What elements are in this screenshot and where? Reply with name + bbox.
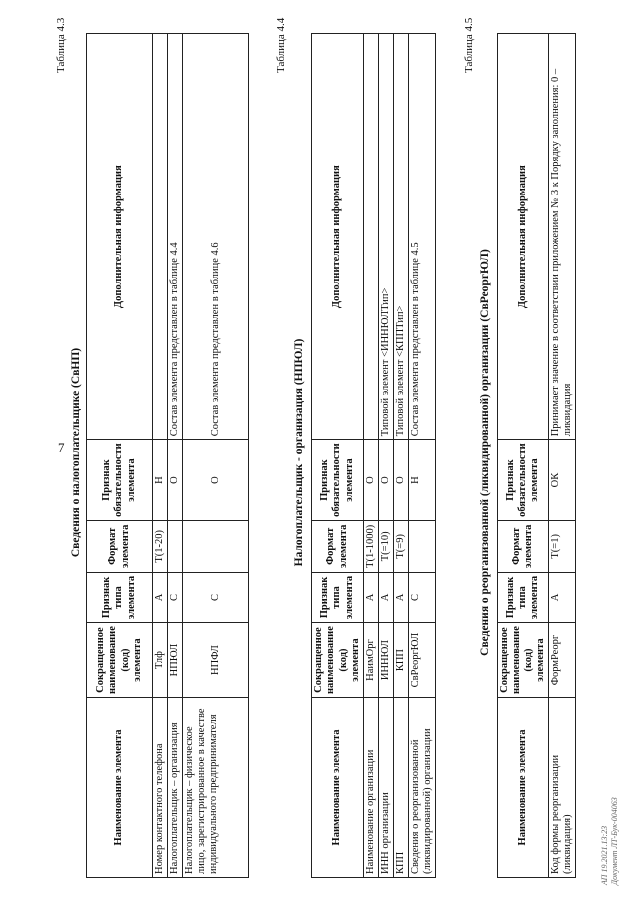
table-4-4-title: Налогоплательщик - организация (НПЮЛ) bbox=[293, 338, 305, 567]
cell-code: НПФЛ bbox=[183, 623, 249, 698]
table-row bbox=[409, 34, 436, 878]
document-stamp bbox=[600, 797, 619, 885]
cell-code: ИННЮЛ bbox=[379, 623, 394, 698]
cell-format bbox=[168, 520, 183, 572]
header-info: Дополнительная информация bbox=[87, 34, 153, 440]
header-code: Сокращенное наименование (код) элемента bbox=[312, 623, 364, 698]
cell-type: С bbox=[409, 572, 436, 622]
table-4-5 bbox=[497, 33, 576, 878]
cell-obligation: О bbox=[394, 440, 409, 521]
header-obligation: Признак обязательности элемента bbox=[312, 440, 364, 521]
cell-obligation: О bbox=[183, 440, 249, 521]
header-info: Дополнительная информация bbox=[498, 34, 549, 440]
cell-obligation: ОК bbox=[549, 440, 576, 521]
header-code: Сокращенное наименование (код) элемента bbox=[498, 623, 549, 698]
cell-name: КПП bbox=[394, 698, 409, 878]
table-header-row bbox=[312, 34, 364, 878]
cell-name: Налогоплательщик – физическое лицо, зарегистрированное в качестве индивидуального предпринимателя bbox=[183, 698, 249, 878]
header-type: Признак типа элемента bbox=[312, 572, 364, 622]
cell-name: Налогоплательщик – организация bbox=[168, 698, 183, 878]
table-row bbox=[394, 34, 409, 878]
cell-format bbox=[183, 520, 249, 572]
table-4-3 bbox=[86, 33, 249, 878]
stamp-line: АП 19.2021.13:23 bbox=[600, 825, 609, 885]
cell-type: А bbox=[394, 572, 409, 622]
table-row bbox=[379, 34, 394, 878]
cell-format: Т(=9) bbox=[394, 520, 409, 572]
cell-type: А bbox=[379, 572, 394, 622]
cell-format bbox=[409, 520, 436, 572]
cell-format: Т(1-20) bbox=[153, 520, 168, 572]
page-number: 7 bbox=[58, 440, 65, 455]
table-header-row bbox=[87, 34, 153, 878]
header-obligation: Признак обязательности элемента bbox=[498, 440, 549, 521]
cell-info bbox=[364, 34, 379, 440]
cell-format: Т(=10) bbox=[379, 520, 394, 572]
cell-name: ИНН организации bbox=[379, 698, 394, 878]
cell-info: Принимает значение в соответствии приложением № 3 к Порядку заполнения: 0 – ликвидация bbox=[549, 34, 576, 440]
header-info: Дополнительная информация bbox=[312, 34, 364, 440]
header-code: Сокращенное наименование (код) элемента bbox=[87, 623, 153, 698]
cell-type: А bbox=[364, 572, 379, 622]
header-format: Формат элемента bbox=[87, 520, 153, 572]
cell-code: СвРеоргЮЛ bbox=[409, 623, 436, 698]
table-row bbox=[183, 34, 249, 878]
cell-code: КПП bbox=[394, 623, 409, 698]
cell-name: Сведения о реорганизованной (ликвидированной) организации bbox=[409, 698, 436, 878]
cell-format: Т(=1) bbox=[549, 520, 576, 572]
header-type: Признак типа элемента bbox=[87, 572, 153, 622]
cell-code: НаимОрг bbox=[364, 623, 379, 698]
header-obligation: Признак обязательности элемента bbox=[87, 440, 153, 521]
header-name: Наименование элемента bbox=[312, 698, 364, 878]
cell-obligation: Н bbox=[153, 440, 168, 521]
cell-obligation: О bbox=[364, 440, 379, 521]
cell-type: А bbox=[153, 572, 168, 622]
table-header-row bbox=[498, 34, 549, 878]
table-row bbox=[153, 34, 168, 878]
cell-info bbox=[153, 34, 168, 440]
table-row bbox=[364, 34, 379, 878]
cell-name: Наименование организации bbox=[364, 698, 379, 878]
table-4-4 bbox=[311, 33, 436, 878]
table-4-5-title: Сведения о реорганизованной (ликвидированной) организации (СвРеоргЮЛ) bbox=[479, 249, 491, 656]
cell-code: Тлф bbox=[153, 623, 168, 698]
cell-info: Состав элемента представлен в таблице 4.4 bbox=[168, 34, 183, 440]
stamp-line: Документ ЛТ-Бук-004063 bbox=[609, 797, 619, 885]
cell-type: С bbox=[183, 572, 249, 622]
table-4-3-title: Сведения о налогоплательщике (СвНП) bbox=[70, 347, 82, 558]
cell-info: Типовой элемент <ИННЮЛТип> bbox=[379, 34, 394, 440]
cell-obligation: О bbox=[379, 440, 394, 521]
cell-info: Состав элемента представлен в таблице 4.6 bbox=[183, 34, 249, 440]
header-type: Признак типа элемента bbox=[498, 572, 549, 622]
table-row bbox=[549, 34, 576, 878]
cell-code: ФормРеорг bbox=[549, 623, 576, 698]
cell-info: Состав элемента представлен в таблице 4.5 bbox=[409, 34, 436, 440]
cell-type: С bbox=[168, 572, 183, 622]
header-name: Наименование элемента bbox=[87, 698, 153, 878]
cell-obligation: Н bbox=[409, 440, 436, 521]
cell-name: Номер контактного телефона bbox=[153, 698, 168, 878]
cell-info: Типовой элемент <КППТип> bbox=[394, 34, 409, 440]
cell-code: НПЮЛ bbox=[168, 623, 183, 698]
cell-name: Код формы реорганизации (ликвидация) bbox=[549, 698, 576, 878]
table-4-4-caption: Таблица 4.4 bbox=[275, 17, 287, 73]
header-format: Формат элемента bbox=[498, 520, 549, 572]
cell-obligation: О bbox=[168, 440, 183, 521]
table-4-5-caption: Таблица 4.5 bbox=[463, 17, 475, 73]
cell-type: А bbox=[549, 572, 576, 622]
cell-format: Т(1-1000) bbox=[364, 520, 379, 572]
table-4-3-caption: Таблица 4.3 bbox=[55, 17, 67, 73]
header-format: Формат элемента bbox=[312, 520, 364, 572]
table-row bbox=[168, 34, 183, 878]
header-name: Наименование элемента bbox=[498, 698, 549, 878]
